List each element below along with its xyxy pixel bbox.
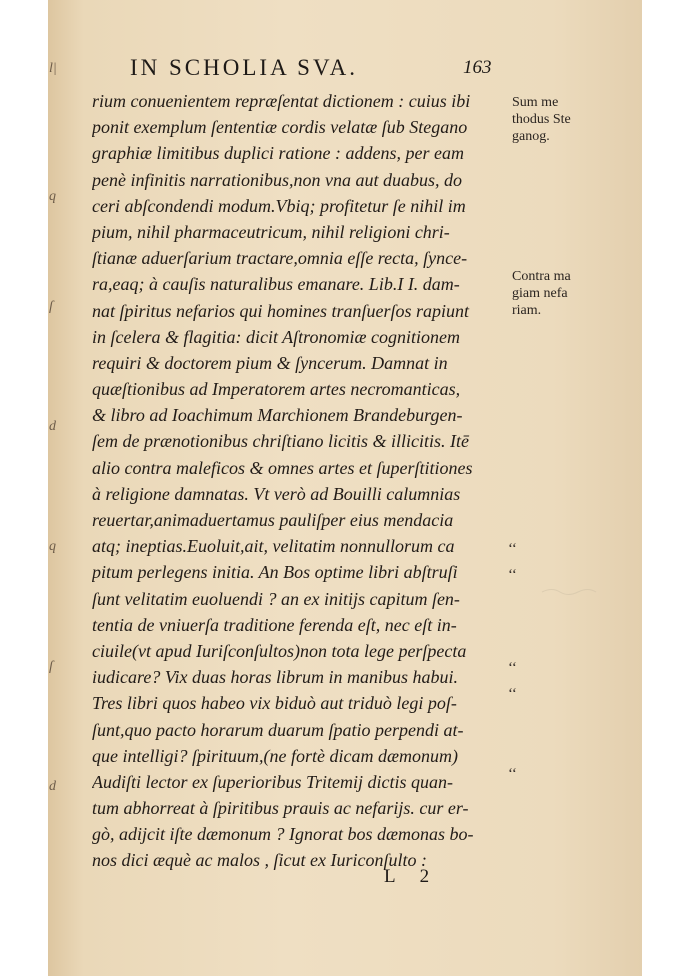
text-line: penè infinitis narrationibus,non vna aut duabus, do — [92, 169, 463, 190]
text-line: pitum perlegens initia. An Bos optime libri abſtruſi — [92, 562, 458, 583]
text-line: rium conuenientem repræſentat dictionem : cuius ibi — [92, 91, 471, 111]
text-line: ponit exemplum ſententiæ cordis velatæ ſub Stegano — [92, 117, 468, 138]
quotation-mark: ‘‘ — [508, 660, 517, 676]
text-line: in ſcelera & flagitia: dicit Aſtronomiæ cognitionem — [92, 326, 460, 347]
text-line: alio contra maleficos & omnes artes et ſuperſtitiones — [92, 457, 473, 478]
body-text — [92, 88, 502, 874]
text-line: Tres libri quos habeo vix biduò aut triduò legi poſ- — [92, 693, 457, 714]
text-line: tentia de vniuerſa traditione ferenda eſt, nec eſt in- — [92, 614, 457, 635]
text-line: atq; ineptias.Euoluit,ait, velitatim nonnullorum ca — [92, 536, 455, 557]
text-line: nat ſpiritus nefarios qui homines tranſuerſos rapiunt — [92, 300, 470, 321]
quotation-mark: ‘‘ — [508, 541, 517, 557]
marginal-note — [512, 268, 622, 319]
text-line: pium, nihil pharmaceutricum, nihil religioni chri- — [92, 221, 450, 242]
text-line: gò, adijcit iſte dæmonum ? Ignorat bos dæmonas bo- — [92, 824, 474, 845]
quotation-mark: ‘‘ — [508, 567, 517, 583]
signature-mark: L 2 — [384, 866, 440, 887]
marginal-note-line: riam. — [512, 303, 542, 318]
bleed-through-mark: l| — [49, 61, 57, 76]
bleed-through-mark: ſ — [49, 659, 53, 674]
text-line: ceri abſcondendi modum.Vbiq; profitetur ſe nihil im — [92, 195, 466, 216]
marginal-note-line: Sum me — [512, 95, 559, 110]
bleed-through-mark: q — [49, 539, 56, 554]
bleed-through-mark: ſ — [49, 299, 53, 314]
text-line: ra,eaq; à cauſis naturalibus emanare. Lib.I I. dam- — [92, 274, 460, 295]
quotation-mark: ‘‘ — [508, 766, 517, 782]
quotation-mark: ‘‘ — [508, 686, 517, 702]
text-line: reuertar,animaduertamus pauliſper eius mendacia — [92, 510, 454, 530]
text-line: & libro ad Ioachimum Marchionem Brandeburgen- — [92, 405, 463, 426]
text-line: ſtianæ aduerſarium tractare,omnia eſſe recta, ſynce- — [92, 248, 468, 269]
text-line: requiri & doctorem pium & ſyncerum. Damnat in — [92, 352, 448, 373]
text-line: à religione damnatas. Vt verò ad Bouilli calumnias — [92, 483, 461, 504]
faded-handwriting-mark — [534, 570, 614, 600]
marginal-note-line: thodus Ste — [512, 112, 571, 127]
marginal-note-line: giam nefa — [512, 286, 568, 301]
text-line: quæſtionibus ad Imperatorem artes necromanticas, — [92, 379, 461, 400]
text-line: ſunt velitatim euoluendi ? an ex initijs capitum ſen- — [92, 588, 460, 609]
text-line: ſem de prænotionibus chriſtiano licitis & illicitis. Itē — [92, 431, 469, 452]
text-line: nos dici æquè ac malos , ſicut ex Iuriconſulto : — [92, 850, 427, 871]
text-line: que intelligi? ſpirituum,(ne fortè dicam dæmonum) — [92, 745, 458, 766]
bleed-through-mark: d — [49, 779, 56, 794]
running-head: IN SCHOLIA SVA. — [130, 55, 358, 80]
scan-right-margin — [642, 0, 690, 976]
marginal-note — [512, 94, 622, 145]
bleed-through-mark: d — [49, 419, 56, 434]
page-number: 163 — [463, 57, 492, 78]
bleed-through-mark: q — [49, 189, 56, 204]
text-line: Audiſti lector ex ſuperioribus Tritemij dictis quan- — [92, 771, 453, 792]
text-line: ciuile(vt apud Iuriſconſultos)non tota lege perſpecta — [92, 640, 467, 661]
bleed-through-note — [534, 570, 614, 600]
scan-left-margin — [0, 0, 48, 976]
marginal-note-line: Contra ma — [512, 269, 571, 284]
marginal-note-line: ganog. — [512, 129, 550, 144]
text-line: tum abhorreat à ſpiritibus prauis ac nefarijs. cur er- — [92, 798, 469, 819]
text-line: iudicare? Vix duas horas librum in manibus habui. — [92, 667, 458, 688]
text-line: ſunt,quo pacto horarum duarum ſpatio perpendi at- — [92, 719, 464, 740]
text-line: graphiæ limitibus duplici ratione : addens, per eam — [92, 143, 464, 164]
